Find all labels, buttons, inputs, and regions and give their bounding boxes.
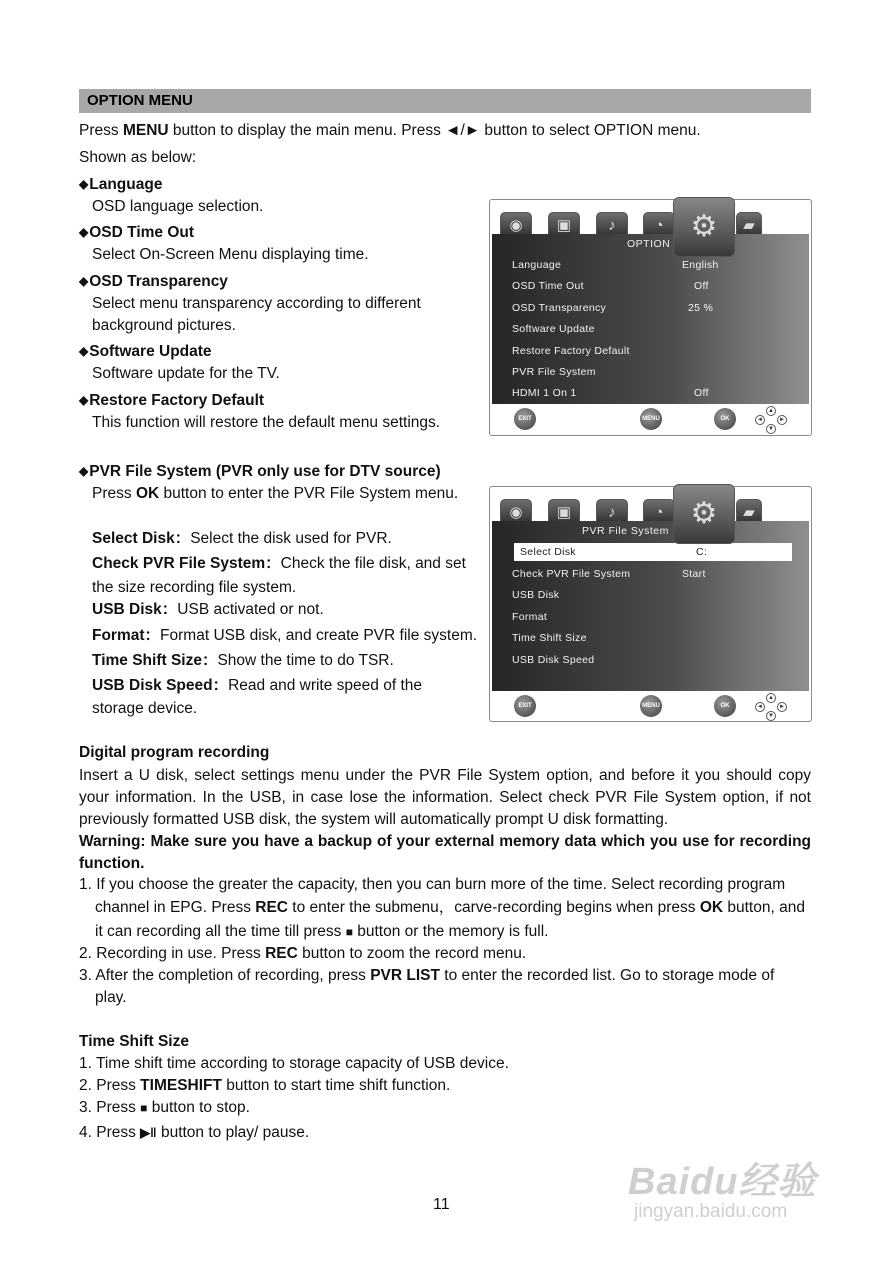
menu-button[interactable]: MENU — [640, 695, 662, 717]
pvr-item-desc: Check the file disk, and set — [280, 555, 466, 572]
step-text: to enter the submenu，carve-recording begins when press — [287, 899, 700, 916]
feature-desc-osd-timeout: Select On-Screen Menu displaying time. — [92, 246, 369, 263]
channel-tab-icon: ◉ — [500, 212, 532, 240]
menu-row-select-disk[interactable] — [514, 543, 792, 561]
option-tab-icon: ⚙ — [673, 197, 735, 257]
pvr-menu-screenshot — [489, 486, 812, 722]
time-tab-icon: ◔ — [643, 499, 675, 527]
picture-tab-icon: ▣ — [548, 499, 580, 527]
pvr-item-desc: the size recording file system. — [92, 579, 297, 596]
step-text: button to stop. — [147, 1099, 250, 1116]
pvr-item — [92, 554, 466, 574]
timeshift-step-3 — [79, 1098, 250, 1118]
ok-keyword: OK — [135, 485, 160, 502]
timeshift-step-2 — [79, 1076, 450, 1096]
direction-pad-icon: ▲ ◄ ► ▼ — [755, 693, 789, 721]
intro-text: Press — [79, 122, 123, 139]
feature-title-software-update: ◆ Software Update — [79, 342, 212, 362]
step-text: button to start time shift function. — [221, 1077, 451, 1094]
menu-tabs — [490, 200, 811, 243]
pvr-item-term: Check PVR File System： — [92, 555, 281, 572]
menu-row-time-shift-size[interactable] — [512, 629, 792, 647]
pvr-item-desc: Read and write speed of the — [228, 677, 422, 694]
pvr-item — [92, 676, 422, 696]
menu-row-value: 25 % — [688, 302, 714, 314]
feature-title-pvr: ◆ PVR File System (PVR only use for DTV source) — [79, 462, 441, 482]
menu-row-label: Select Disk — [520, 546, 576, 558]
stop-icon: ■ — [345, 925, 353, 939]
pvr-item-term: Select Disk： — [92, 530, 191, 547]
menu-tabs — [490, 487, 811, 530]
page-number: 11 — [433, 1196, 450, 1213]
step-text: to enter the recorded list. Go to storage mode of — [439, 967, 775, 984]
lock-tab-icon: ▰ — [736, 212, 762, 240]
menu-row-label: Check PVR File System — [512, 568, 631, 580]
stop-icon: ■ — [140, 1101, 148, 1115]
feature-desc-restore-factory: This function will restore the default menu settings. — [92, 414, 441, 431]
menu-row-label: OSD Time Out — [512, 280, 584, 292]
recording-step-3b: play. — [95, 989, 127, 1006]
menu-row-label: USB Disk Speed — [512, 654, 595, 666]
pvr-item-term: USB Disk： — [92, 601, 178, 618]
pvr-item — [92, 578, 296, 598]
timeshift-step-1: 1. Time shift time according to storage capacity of USB device. — [79, 1055, 509, 1072]
recording-step-2 — [79, 944, 526, 964]
pvr-item-desc: Format USB disk, and create PVR file system. — [160, 627, 478, 644]
pvr-item-term: Format： — [92, 627, 161, 644]
option-menu-screen — [492, 234, 809, 404]
menu-row-label: OSD Transparency — [512, 302, 607, 314]
timeshift-keyword: TIMESHIFT — [140, 1077, 222, 1094]
feature-title-language: ◆ Language — [79, 175, 162, 195]
pvr-item — [92, 529, 392, 549]
pvr-item-desc: storage device. — [92, 700, 198, 717]
feature-desc-osd-transparency: Select menu transparency according to different — [92, 295, 421, 312]
menu-row-usb-disk[interactable] — [512, 586, 792, 604]
feature-desc-software-update: Software update for the TV. — [92, 365, 280, 382]
menu-row-label: Language — [512, 259, 562, 271]
menu-row-osd-timeout[interactable] — [512, 277, 792, 295]
pvr-menu-screen — [492, 521, 809, 691]
pvr-item — [92, 699, 197, 719]
step-text: 3. After the completion of recording, press — [79, 967, 371, 984]
menu-footer — [492, 404, 809, 434]
menu-row-label: HDMI 1 On 1 — [512, 387, 577, 399]
watermark-brand: Baidu经验 — [628, 1161, 817, 1203]
recording-step-3a — [79, 966, 774, 986]
exit-button[interactable]: EXIT — [514, 408, 536, 430]
digital-recording-paragraph: Insert a U disk, select settings menu under the PVR File System option, and before it you should copy your information. In the USB, in case lose the information. Select check PVR File System option, if not previously formatted USB disk, the system will automatically prompt U disk formatting. — [79, 767, 811, 828]
pvr-item-term: Time Shift Size： — [92, 652, 218, 669]
step-text: 4. Press — [79, 1124, 141, 1141]
lock-tab-icon: ▰ — [736, 499, 762, 527]
direction-pad-icon: ▲ ◄ ► ▼ — [755, 406, 789, 434]
pvr-item-desc: Show the time to do TSR. — [217, 652, 394, 669]
menu-button[interactable]: MENU — [640, 408, 662, 430]
ok-keyword: OK — [699, 899, 724, 916]
menu-row-osd-transparency[interactable] — [512, 299, 792, 317]
pvr-intro-text: Press — [92, 485, 136, 502]
feature-title-restore-factory: ◆ Restore Factory Default — [79, 391, 264, 411]
step-text: channel in EPG. Press — [95, 899, 256, 916]
feature-desc-osd-transparency-2: background pictures. — [92, 317, 236, 334]
menu-row-language[interactable] — [512, 256, 792, 274]
ok-button[interactable]: OK — [714, 695, 736, 717]
recording-step-1a: 1. If you choose the greater the capacity, then you can burn more of the time. Select recording program — [79, 876, 786, 893]
menu-row-label: Software Update — [512, 323, 595, 335]
play-pause-icon: ▶‖ — [140, 1125, 157, 1140]
feature-title-osd-transparency: ◆ OSD Transparency — [79, 272, 228, 292]
menu-row-label: Time Shift Size — [512, 632, 587, 644]
watermark-url: jingyan.baidu.com — [634, 1201, 788, 1222]
option-tab-icon: ⚙ — [673, 484, 735, 544]
menu-row-value: Start — [682, 568, 706, 580]
feature-title-osd-timeout: ◆ OSD Time Out — [79, 223, 194, 243]
timeshift-step-4 — [79, 1123, 309, 1143]
menu-row-label: USB Disk — [512, 589, 560, 601]
menu-row-format[interactable] — [512, 608, 792, 626]
pvr-item — [92, 600, 324, 620]
rec-keyword: REC — [255, 899, 288, 916]
pvr-item-term: USB Disk Speed： — [92, 677, 229, 694]
pvr-item-desc: Select the disk used for PVR. — [190, 530, 392, 547]
step-text: 2. Press — [79, 1077, 141, 1094]
menu-row-usb-disk-speed[interactable] — [512, 651, 792, 669]
menu-row-value: C: — [696, 546, 708, 558]
pvr-list-keyword: PVR LIST — [370, 967, 440, 984]
step-text: button to zoom the record menu. — [297, 945, 527, 962]
option-menu-title: OPTION — [627, 238, 671, 250]
time-tab-icon: ◔ — [643, 212, 675, 240]
intro-line-2: Shown as below: — [79, 149, 197, 166]
intro-text: button to display the main menu. Press ◄/► button to select OPTION menu. — [168, 122, 701, 139]
pvr-menu-title: PVR File System — [582, 525, 669, 537]
sound-tab-icon: ♪ — [596, 499, 628, 527]
pvr-item-desc: USB activated or not. — [177, 601, 324, 618]
pvr-intro-line — [92, 484, 458, 504]
rec-keyword: REC — [265, 945, 298, 962]
intro-line-1 — [79, 121, 701, 141]
step-text: 2. Recording in use. Press — [79, 945, 266, 962]
sound-tab-icon: ♪ — [596, 212, 628, 240]
menu-row-value: Off — [694, 280, 709, 292]
step-text: button to play/ pause. — [156, 1124, 310, 1141]
channel-tab-icon: ◉ — [500, 499, 532, 527]
menu-row-check-pvr[interactable] — [512, 565, 792, 583]
step-text: button or the memory is full. — [352, 923, 549, 940]
step-text: it can recording all the time till press — [95, 923, 346, 940]
pvr-item — [92, 626, 477, 646]
menu-row-hdmi[interactable] — [512, 384, 792, 402]
feature-desc-language: OSD language selection. — [92, 198, 264, 215]
menu-row-pvr-file-system[interactable] — [512, 363, 792, 381]
timeshift-title: Time Shift Size — [79, 1033, 189, 1050]
menu-footer — [492, 691, 809, 721]
option-menu-screenshot — [489, 199, 812, 436]
pvr-item — [92, 651, 394, 671]
pvr-intro-text: button to enter the PVR File System menu. — [159, 485, 459, 502]
menu-row-label: Format — [512, 611, 548, 623]
menu-row-value: English — [682, 259, 719, 271]
menu-row-label: PVR File System — [512, 366, 596, 378]
step-text: 3. Press — [79, 1099, 141, 1116]
recording-step-1c — [95, 922, 549, 942]
step-text: button, and — [723, 899, 805, 916]
ok-button[interactable]: OK — [714, 408, 736, 430]
menu-row-software-update[interactable] — [512, 320, 792, 338]
menu-row-value: Off — [694, 387, 709, 399]
menu-keyword: MENU — [122, 122, 169, 139]
menu-row-label: Restore Factory Default — [512, 345, 630, 357]
section-title: OPTION MENU — [79, 89, 811, 113]
digital-recording-warning: Warning: Make sure you have a backup of your external memory data which you use for recording function. — [79, 833, 811, 872]
baidu-watermark — [628, 1150, 817, 1223]
digital-recording-title: Digital program recording — [79, 744, 270, 761]
exit-button[interactable]: EXIT — [514, 695, 536, 717]
picture-tab-icon: ▣ — [548, 212, 580, 240]
recording-step-1b — [95, 898, 805, 918]
menu-row-restore-factory[interactable] — [512, 342, 792, 360]
